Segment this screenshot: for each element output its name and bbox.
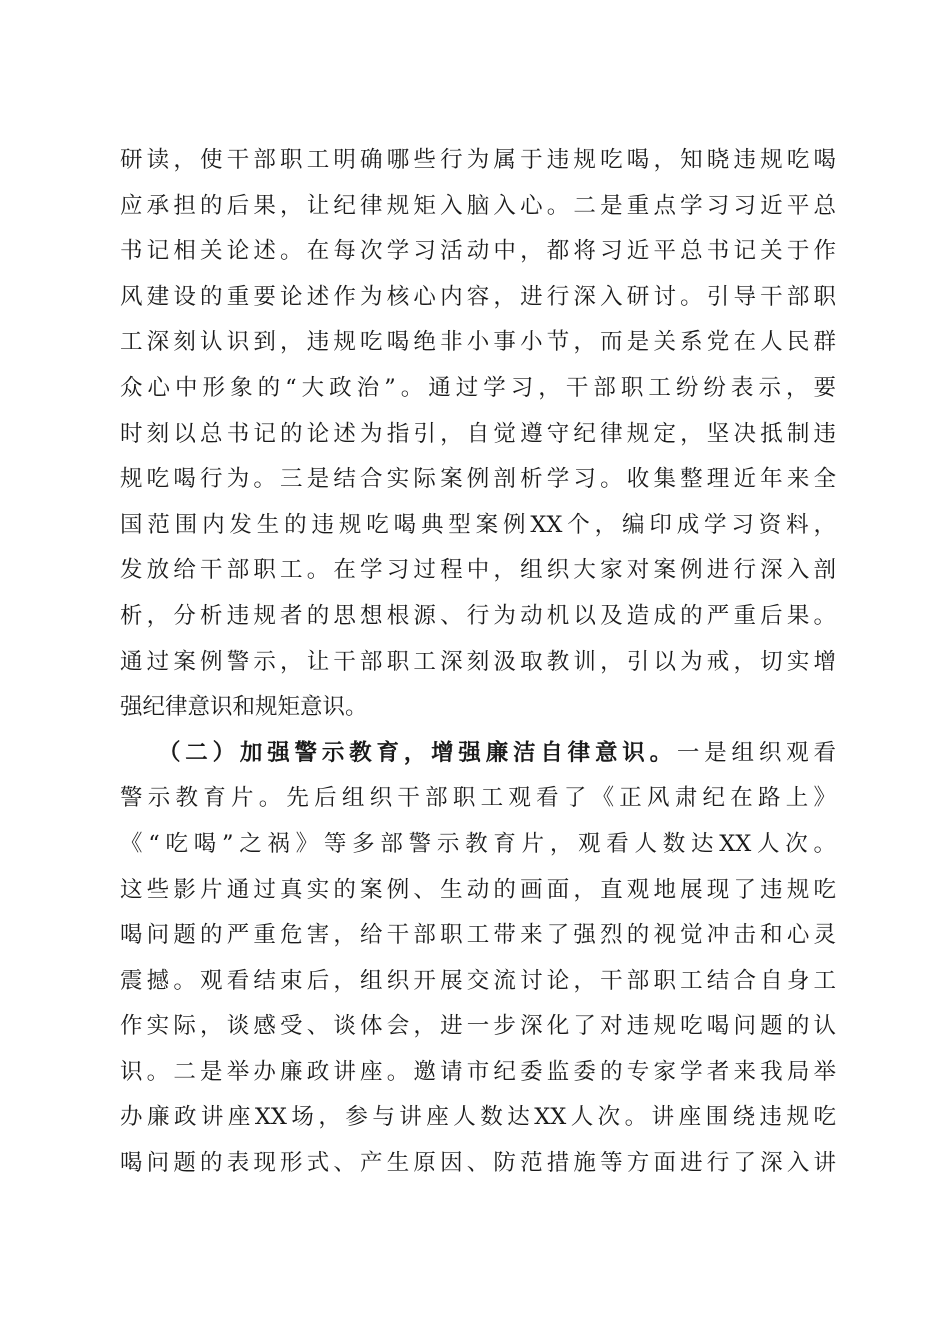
text-line: 警示教育片。先后组织干部职工观看了《正风肃纪在路上》 [120, 785, 836, 812]
text-line: 办廉政讲座XX场，参与讲座人数达XX人次。讲座围绕违规吃 [120, 1104, 836, 1131]
text-line: 发放给干部职工。在学习过程中，组织大家对案例进行深入剖 [120, 557, 836, 584]
text-line: 书记相关论述。在每次学习活动中，都将习近平总书记关于作 [120, 238, 836, 265]
text-line: 众心中形象的“大政治”。通过学习，干部职工纷纷表示，要 [120, 374, 836, 401]
paragraph-2 [120, 731, 836, 1187]
text-line: 析，分析违规者的思想根源、行为动机以及造成的严重后果。 [120, 602, 836, 629]
text-line: 研读，使干部职工明确哪些行为属于违规吃喝，知晓违规吃喝 [120, 147, 836, 173]
text-line: 国范围内发生的违规吃喝典型案例XX个，编印成学习资料， [120, 511, 836, 538]
text-line: 风建设的重要论述作为核心内容，进行深入研讨。引导干部职 [120, 283, 836, 310]
section-heading-line [120, 731, 836, 777]
text-line: 工深刻认识到，违规吃喝绝非小事小节，而是关系党在人民群 [120, 329, 836, 356]
text-line: 应承担的后果，让纪律规矩入脑入心。二是重点学习习近平总 [120, 192, 836, 219]
paragraph-1 [120, 138, 836, 731]
text-line: 强纪律意识和规矩意识。 [120, 694, 368, 721]
text-line: 震撼。观看结束后，组织开展交流讨论，干部职工结合自身工 [120, 967, 836, 994]
text-line: 喝问题的表现形式、产生原因、防范措施等方面进行了深入讲 [120, 1150, 836, 1177]
text-line: 规吃喝行为。三是结合实际案例剖析学习。收集整理近年来全 [120, 466, 836, 493]
text-line: 这些影片通过真实的案例、生动的画面，直观地展现了违规吃 [120, 876, 836, 903]
text-line: 喝问题的严重危害，给干部职工带来了强烈的视觉冲击和心灵 [120, 922, 836, 949]
text-line: 时刻以总书记的论述为指引，自觉遵守纪律规定，坚决抵制违 [120, 420, 836, 447]
heading-line-continuation: 一是组织观看 [676, 739, 836, 766]
document-body [120, 138, 836, 1187]
text-line: 识。二是举办廉政讲座。邀请市纪委监委的专家学者来我局举 [120, 1058, 836, 1085]
text-line: 通过案例警示，让干部职工深刻汲取教训，引以为戒，切实增 [120, 648, 836, 675]
text-line: 《“吃喝”之祸》等多部警示教育片，观看人数达XX人次。 [120, 830, 836, 857]
section-heading: （二）加强警示教育，增强廉洁自律意识。 [158, 739, 677, 766]
text-line: 作实际，谈感受、谈体会，进一步深化了对违规吃喝问题的认 [120, 1013, 836, 1040]
